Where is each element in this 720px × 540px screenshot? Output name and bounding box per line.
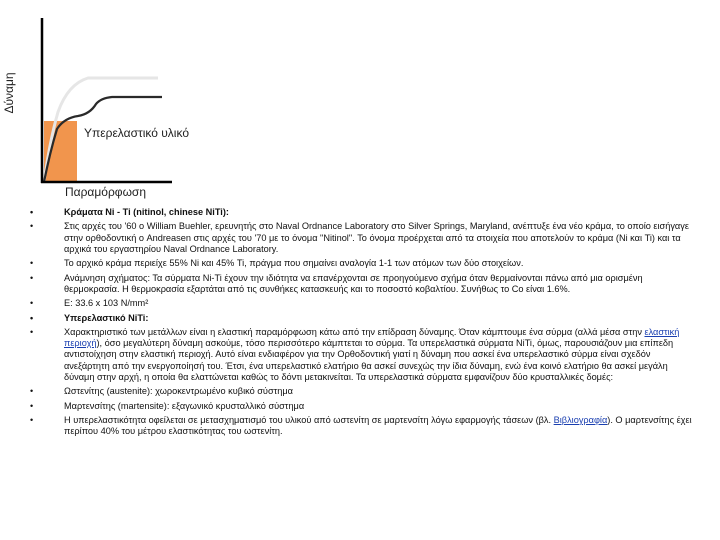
bullet-text: Χαρακτηριστικό των μετάλλων είναι η ελαστική παραμόρφωση κάτω από την επίδραση δύναμης. Όταν κάμπτουμε ένα σύρμα (αλλά μέσα στην — [64, 326, 645, 337]
bullet-text: ). Ο μαρτενσίτης έχει περίπου 40% του μέτρου ελαστικότητας του ωστενίτη. — [64, 414, 692, 437]
force-deformation-graph — [0, 0, 720, 205]
bullet-text: ), όσο μεγαλύτερη δύναμη ασκούμε, τόσο περισσότερο κάμπτεται το σύρμα. Τα υπερελαστικά σύρματα NiTi, όμως, παρουσιάζουν μια επίπεδη αντιστοίχηση στην ελαστική περιοχή. Αυτό είναι ενδιαφέρον για την Ορθοδοντική γιατί η δύναμη που ασκεί ένα υπερελαστικό σύρμα είναι σχεδόν ανεξάρτητη από την ενεργοποίησή του. Έτσι, ένα υπερελαστικό ελατήριο θα ασκεί συνεχώς την ίδια δύναμη, ενώ ένα κοινό ελατήριο θα ασκεί μεγάλη δύναμη στην αρχή, η οποία θα ελαττώνεται καθώς το δόντι μετακινείται. Τα υπερελαστικά σύρματα εμφανίζουν δύο κρυσταλλικές δομές: — [64, 338, 674, 382]
bullet-item — [30, 273, 695, 295]
reference-link[interactable]: Βιβλιογραφία — [553, 414, 608, 425]
y-axis-label: Δύναμη — [2, 72, 16, 114]
bullet-marker: • — [30, 272, 34, 283]
bullet-item — [30, 313, 695, 324]
x-axis-label: Παραμόρφωση — [65, 185, 147, 199]
bullet-item — [30, 386, 695, 397]
bullet-item — [30, 415, 695, 437]
bullet-marker: • — [30, 414, 34, 425]
curve-label: Υπερελαστικό υλικό — [84, 126, 189, 140]
bullet-text: E: 33.6 x 103 N/mm² — [64, 298, 149, 309]
bullet-marker: • — [30, 400, 34, 411]
reference-link[interactable]: ελαστική περιοχή — [64, 326, 680, 349]
bullet-marker: • — [30, 386, 34, 397]
bullet-marker: • — [30, 258, 34, 269]
bullet-marker: • — [30, 312, 34, 323]
bullet-item — [30, 298, 695, 309]
bullet-text: Στις αρχές του '60 ο William Buehler, ερευνητής στο Naval Ordnance Laboratory στο Silver Springs, Maryland, ανέπτυξε ένα νέο κράμα, το οποίο εισήγαγε στην ορθοδοντική ο Andreasen στις αρχές του '70 με το όνομα "Nitinol". Το όνομα προέρχεται από τα στοιχεία που αποτελούν το κράμα (Ni και Ti) και τα αρχικά του εργαστηρίου Naval Ordnance Laboratory. — [64, 221, 689, 254]
bullet-item — [30, 327, 695, 383]
bullet-list — [30, 207, 695, 441]
bullet-text: Ανάμνηση σχήματος: Τα σύρματα Ni-Ti έχουν την ιδιότητα να επανέρχονται σε προηγούμενο σχήμα όταν θερμαίνονται πάνω από μια ορισμένη θερμοκρασία. Η θερμοκρασία εξαρτάται από τις συνθήκες κατασκευής και το ποσοστό κοβαλτίου. Συνήθως το Co είναι 1.6%. — [64, 272, 643, 294]
bullet-item — [30, 258, 695, 269]
bullet-text: Κράματα Ni - Ti (nitinol, chinese NiTi): — [64, 207, 229, 217]
bullet-text: Η υπερελαστικότητα οφείλεται σε μετασχηματισμό του υλικού από ωστενίτη σε μαρτενσίτη λόγω εφαρμογής τάσεων (βλ. — [64, 414, 554, 425]
bullet-marker: • — [30, 207, 34, 217]
bullet-text: Μαρτενσίτης (martensite): εξαγωνικό κρυσταλλικό σύστημα — [64, 400, 305, 411]
bullet-text: Το αρχικό κράμα περιείχε 55% Ni και 45% Ti, πράγμα που σημαίνει αναλογία 1-1 των ατόμων των δύο στοιχείων. — [64, 258, 524, 269]
bullet-marker: • — [30, 221, 34, 232]
bullet-marker: • — [30, 298, 34, 309]
bullet-item — [30, 401, 695, 412]
bullet-text: Ωστενίτης (austenite): χωροκεντρωμένο κυβικό σύστημα — [64, 386, 293, 397]
bullet-marker: • — [30, 326, 34, 337]
bullet-text: Υπερελαστικό NiTi: — [64, 312, 149, 323]
bullet-item — [30, 221, 695, 255]
bullet-item — [30, 207, 695, 218]
